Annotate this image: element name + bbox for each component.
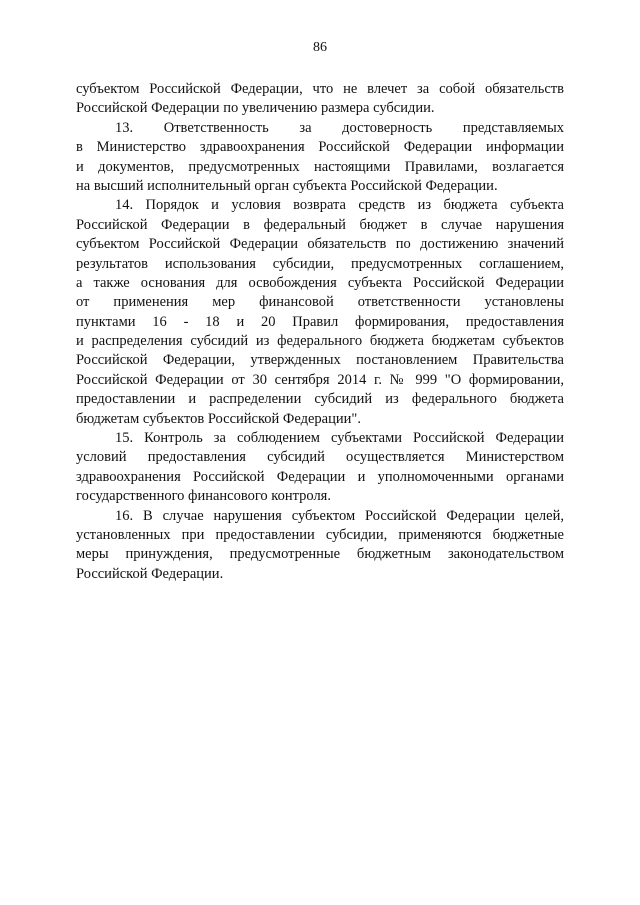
- text-line: предоставлении и распределении субсидий из федерального бюджета: [76, 391, 564, 408]
- page-number: 86: [313, 40, 327, 55]
- text-line: Российской Федерации по увеличению размера субсидии.: [76, 100, 435, 117]
- text-line: бюджетам субъектов Российской Федерации".: [76, 410, 361, 427]
- text-line: от применения мер финансовой ответственности установлены: [76, 294, 564, 311]
- text-line: субъектом Российской Федерации обязательств по достижению значений: [76, 236, 564, 253]
- text-line: а также основания для освобождения субъекта Российской Федерации: [76, 274, 564, 291]
- text-line: условий предоставления субсидий осуществляется Министерством: [76, 449, 564, 466]
- text-line: 14. Порядок и условия возврата средств из бюджета субъекта: [115, 197, 564, 214]
- text-line: результатов использования субсидии, предусмотренных соглашением,: [76, 255, 564, 272]
- text-line: и распределения субсидий из федерального бюджета бюджетам субъектов: [76, 333, 564, 350]
- text-line: государственного финансового контроля.: [76, 488, 331, 505]
- text-line: Российской Федерации в федеральный бюджет в случае нарушения: [76, 216, 564, 233]
- document-body: [76, 80, 564, 584]
- text-line: Российской Федерации.: [76, 565, 224, 582]
- text-line: и документов, предусмотренных настоящими Правилами, возлагается: [76, 158, 564, 175]
- text-line: на высший исполнительный орган субъекта Российской Федерации.: [76, 177, 498, 194]
- text-line: меры принуждения, предусмотренные бюджетным законодательством: [76, 546, 564, 563]
- text-line: Российской Федерации, утвержденных постановлением Правительства: [76, 352, 564, 369]
- text-line: 13. Ответственность за достоверность представляемых: [115, 119, 564, 136]
- text-line: 15. Контроль за соблюдением субъектами Российской Федерации: [115, 430, 564, 447]
- text-line: субъектом Российской Федерации, что не влечет за собой обязательств: [76, 81, 564, 97]
- text-line: 16. В случае нарушения субъектом Российской Федерации целей,: [115, 507, 564, 524]
- text-line: в Министерство здравоохранения Российской Федерации информации: [76, 139, 564, 156]
- text-line: установленных при предоставлении субсидии, применяются бюджетные: [76, 526, 564, 543]
- text-line: здравоохранения Российской Федерации и уполномоченными органами: [76, 468, 564, 485]
- text-line: Российской Федерации от 30 сентября 2014 г. № 999 "О формировании,: [76, 371, 564, 388]
- text-line: пунктами 16 - 18 и 20 Правил формирования, предоставления: [76, 313, 564, 330]
